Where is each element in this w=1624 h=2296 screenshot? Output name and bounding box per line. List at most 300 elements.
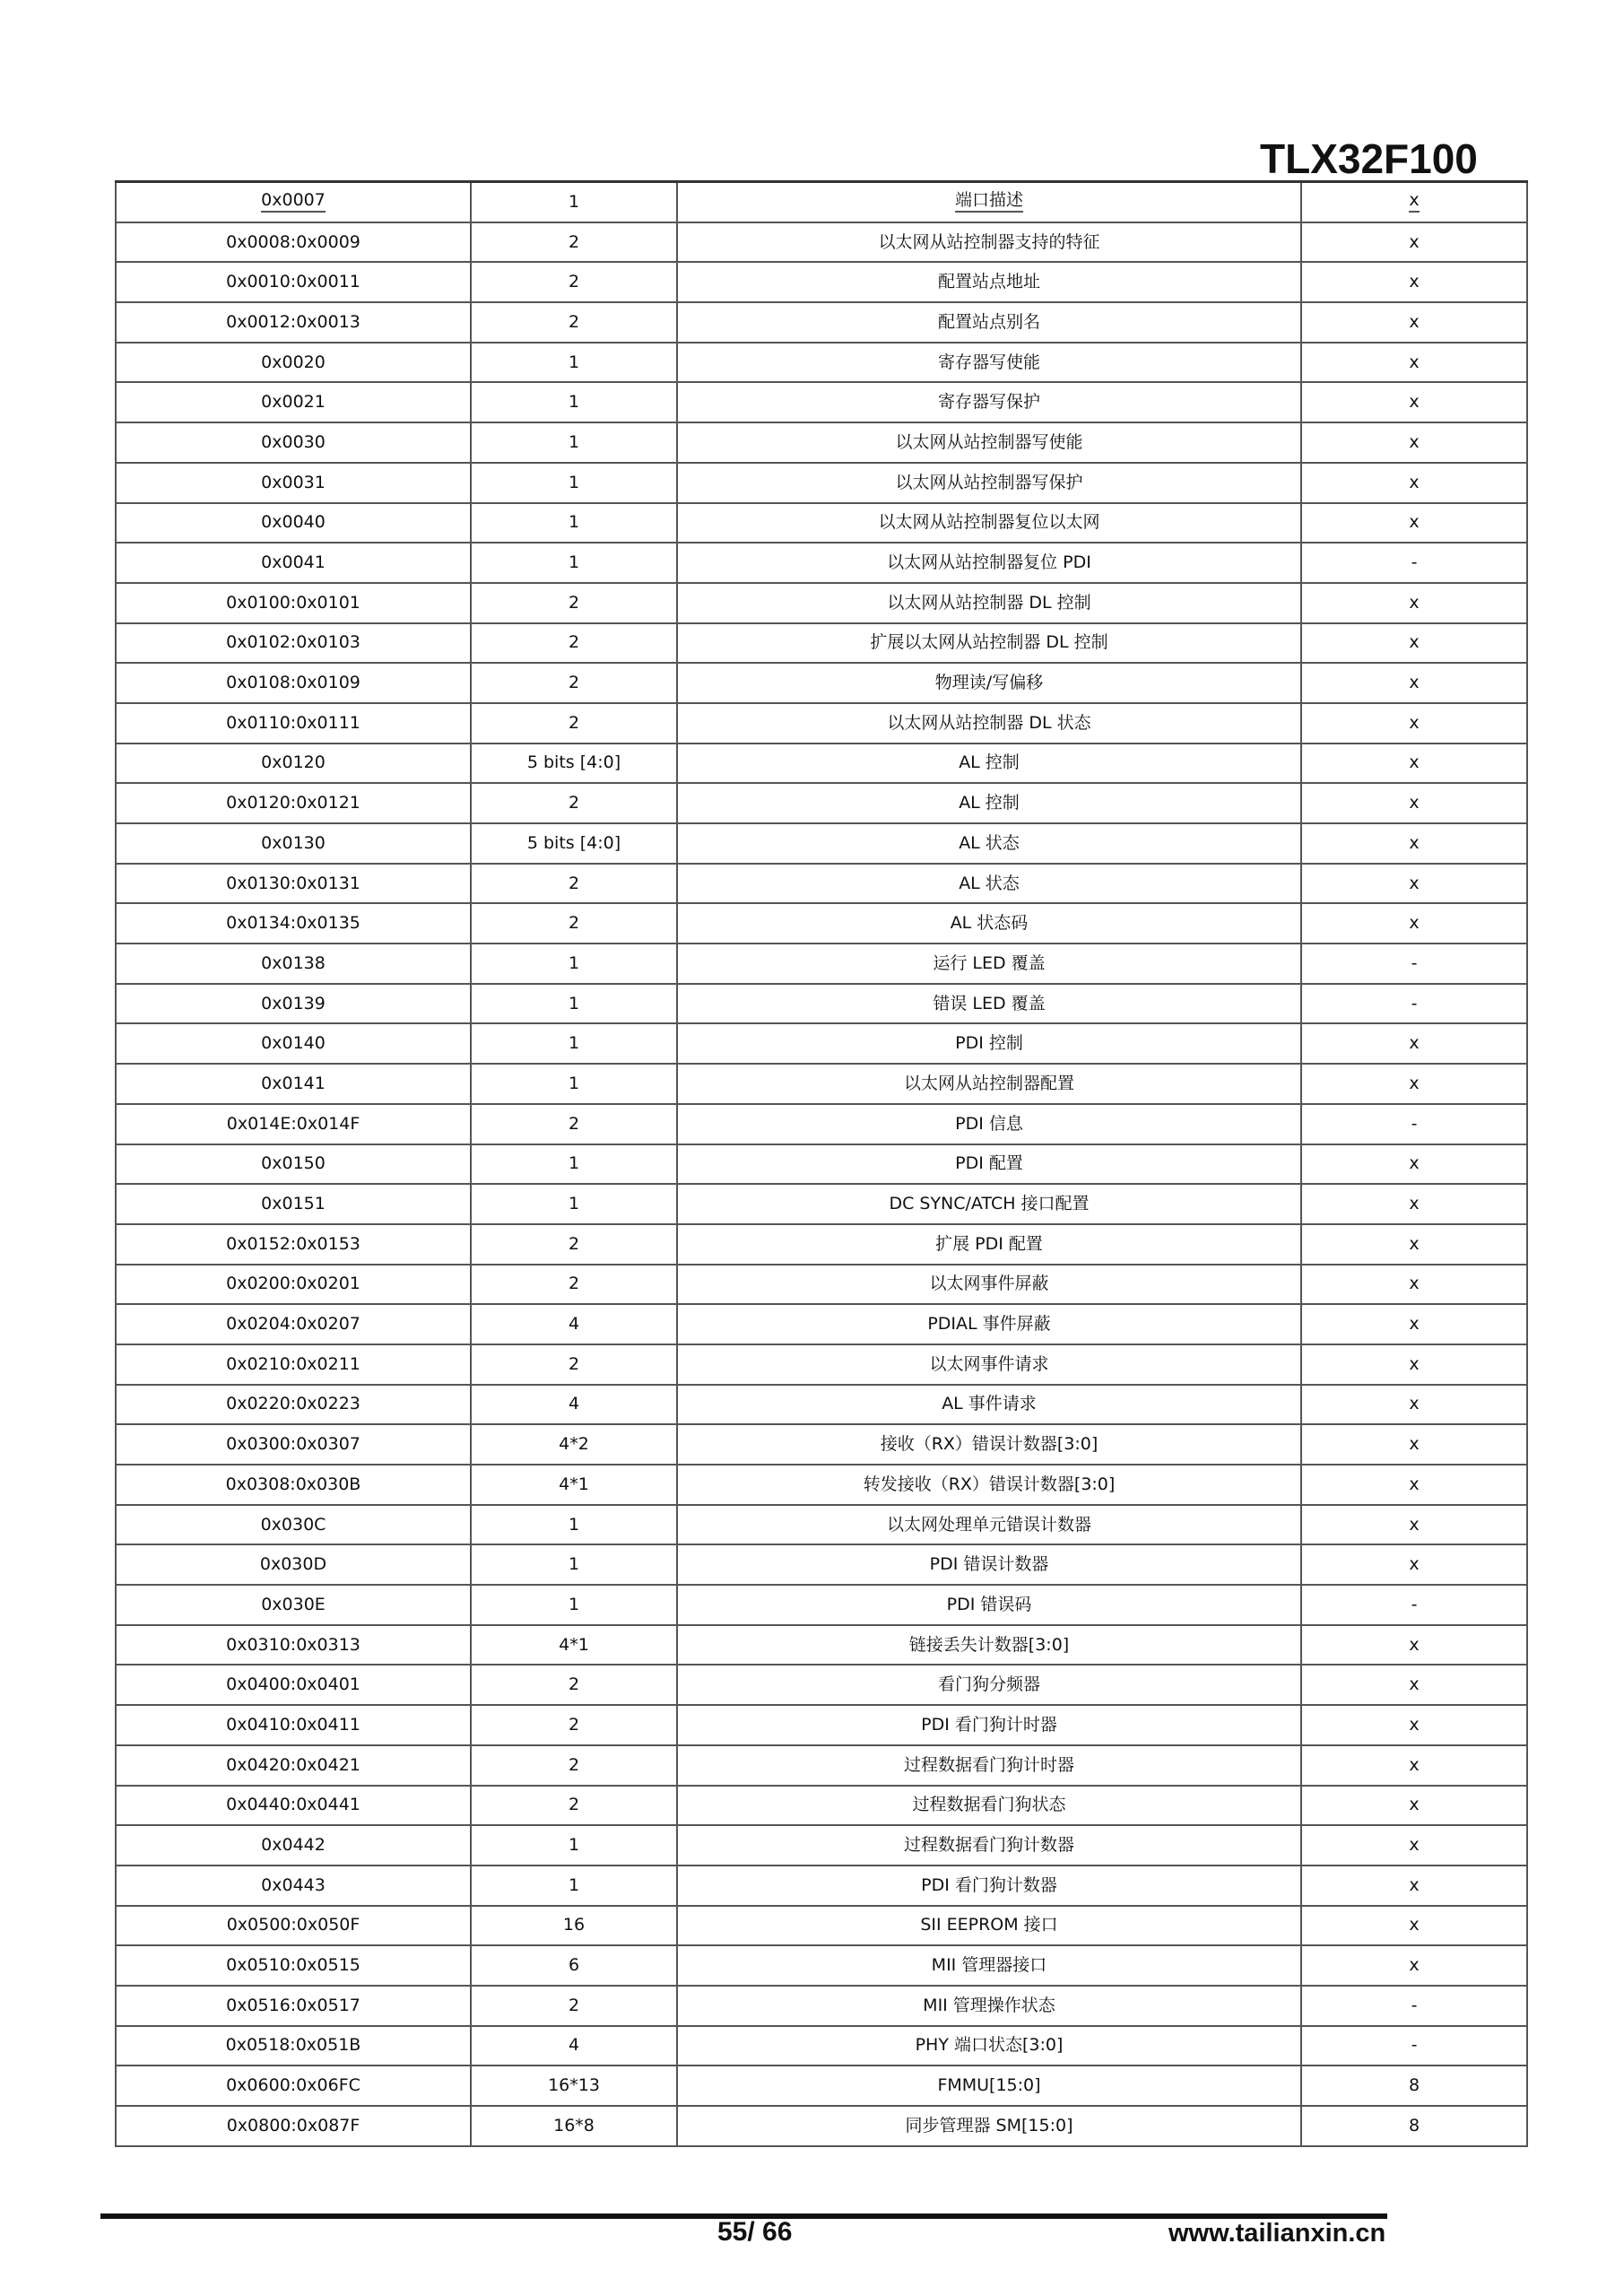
register-description-cell (677, 1945, 1301, 1986)
register-description: AL 状态码 (950, 913, 1029, 934)
register-description-cell (677, 1064, 1301, 1104)
register-description: 错误 LED 覆盖 (933, 993, 1046, 1013)
register-length: 1 (568, 191, 580, 212)
register-flag-cell (1301, 1625, 1527, 1665)
register-flag-cell (1301, 302, 1527, 343)
register-length-cell (471, 1265, 677, 1305)
register-description: 寄存器写使能 (937, 352, 1040, 372)
register-length: 6 (568, 1955, 580, 1976)
register-length-cell (471, 744, 677, 784)
register-flag-cell (1301, 1585, 1527, 1625)
register-description: AL 状态 (959, 873, 1020, 893)
register-description-cell (677, 783, 1301, 823)
register-address: 0x0007 (261, 192, 326, 213)
register-flag-cell (1301, 1265, 1527, 1305)
register-description-cell (677, 302, 1301, 343)
register-address-cell (116, 1505, 471, 1545)
register-address: 0x0110:0x0111 (226, 712, 360, 733)
register-description: 同步管理器 SM[15:0] (905, 2115, 1073, 2135)
register-address-cell (116, 1064, 471, 1104)
register-address-cell (116, 1945, 471, 1986)
table-row (116, 783, 1527, 823)
register-length: 16*8 (553, 2115, 595, 2135)
table-row (116, 382, 1527, 422)
register-flag-cell (1301, 663, 1527, 703)
table-row (116, 1224, 1527, 1265)
register-length: 2 (568, 1754, 580, 1775)
register-address: 0x0139 (261, 993, 326, 1013)
register-length-cell (471, 1705, 677, 1745)
register-length-cell (471, 1745, 677, 1786)
register-flag: x (1409, 1233, 1420, 1254)
table-row (116, 503, 1527, 544)
register-length-cell (471, 944, 677, 984)
register-address: 0x0200:0x0201 (226, 1274, 360, 1294)
register-description-cell (677, 623, 1301, 664)
register-flag: x (1409, 1835, 1420, 1856)
register-length: 2 (568, 873, 580, 893)
register-description: 接收（RX）错误计数器[3:0] (880, 1434, 1099, 1455)
register-flag: x (1409, 1314, 1420, 1335)
register-length: 1 (568, 1194, 580, 1214)
register-flag-cell (1301, 262, 1527, 302)
register-flag: x (1409, 192, 1419, 213)
register-flag: x (1409, 1874, 1420, 1895)
register-address-cell (116, 1344, 471, 1385)
register-length: 4*1 (559, 1474, 589, 1494)
register-address: 0x0130:0x0131 (226, 873, 360, 893)
register-length: 1 (568, 1594, 580, 1614)
register-length: 2 (568, 632, 580, 653)
register-description: 寄存器写保护 (937, 392, 1040, 413)
register-address: 0x0040 (261, 512, 326, 533)
register-flag-cell (1301, 1544, 1527, 1585)
register-description: 链接丢失计数器[3:0] (908, 1634, 1070, 1655)
register-length-cell (471, 823, 677, 864)
register-flag: x (1409, 431, 1420, 452)
register-description: DC SYNC/ATCH 接口配置 (889, 1194, 1090, 1214)
register-flag-cell (1301, 463, 1527, 503)
register-description-cell (677, 744, 1301, 784)
register-length-cell (471, 1465, 677, 1505)
table-row (116, 463, 1527, 503)
register-address-cell (116, 1786, 471, 1826)
register-description-cell (677, 1144, 1301, 1185)
table-row (116, 1344, 1527, 1385)
table-row (116, 2106, 1527, 2146)
register-description: PDI 配置 (955, 1153, 1023, 1174)
register-description: 扩展 PDI 配置 (935, 1233, 1043, 1254)
register-flag: x (1409, 1674, 1420, 1695)
register-flag-cell (1301, 1344, 1527, 1385)
register-length-cell (471, 1945, 677, 1986)
table-row (116, 1705, 1527, 1745)
register-length-cell (471, 463, 677, 503)
register-address: 0x030D (259, 1554, 327, 1575)
register-address-cell (116, 1184, 471, 1224)
table-row (116, 1064, 1527, 1104)
register-description: 以太网事件屏蔽 (929, 1274, 1049, 1294)
table-row (116, 703, 1527, 744)
register-description: 物理读/写偏移 (934, 673, 1044, 693)
register-length-cell (471, 1344, 677, 1385)
register-address: 0x030C (260, 1514, 326, 1535)
register-address-cell (116, 583, 471, 623)
register-address-cell (116, 182, 471, 222)
register-address: 0x0420:0x0421 (226, 1754, 360, 1775)
register-length-cell (471, 2106, 677, 2146)
register-description: PHY 端口状态[3:0] (915, 2035, 1064, 2056)
register-flag: x (1409, 1194, 1420, 1214)
register-address: 0x0012:0x0013 (226, 311, 360, 332)
register-flag: x (1409, 752, 1420, 773)
register-description-cell (677, 503, 1301, 544)
table-row (116, 1906, 1527, 1946)
register-description: PDI 错误计数器 (929, 1554, 1049, 1575)
register-length: 2 (568, 592, 580, 613)
register-address: 0x0141 (261, 1073, 326, 1093)
register-length-cell (471, 1906, 677, 1946)
register-description-cell (677, 2066, 1301, 2106)
table-row (116, 1745, 1527, 1786)
register-flag-cell (1301, 1505, 1527, 1545)
register-length-cell (471, 1625, 677, 1665)
register-address-cell (116, 1265, 471, 1305)
register-description-cell (677, 2026, 1301, 2066)
table-row (116, 744, 1527, 784)
register-description-cell (677, 222, 1301, 263)
register-address: 0x0800:0x087F (226, 2115, 360, 2135)
register-length-cell (471, 1544, 677, 1585)
register-flag-cell (1301, 944, 1527, 984)
register-flag-cell (1301, 422, 1527, 463)
register-description-cell (677, 583, 1301, 623)
table-row (116, 1023, 1527, 1064)
register-description: 以太网从站控制器支持的特征 (878, 231, 1100, 252)
register-address-cell (116, 222, 471, 263)
register-address-cell (116, 1385, 471, 1425)
register-length: 2 (568, 793, 580, 813)
footer-website: www.tailianxin.cn (1168, 2219, 1386, 2248)
register-address: 0x0020 (261, 352, 326, 372)
table-row (116, 984, 1527, 1024)
table-row (116, 583, 1527, 623)
register-description-cell (677, 543, 1301, 583)
register-address: 0x0300:0x0307 (226, 1434, 360, 1455)
register-table (115, 180, 1528, 2147)
register-flag-cell (1301, 703, 1527, 744)
register-length: 2 (568, 712, 580, 733)
register-address-cell (116, 503, 471, 544)
register-address-cell (116, 663, 471, 703)
table-row (116, 1304, 1527, 1344)
register-length-cell (471, 1224, 677, 1265)
register-flag-cell (1301, 222, 1527, 263)
register-description: SII EEPROM 接口 (920, 1915, 1058, 1935)
register-flag-cell (1301, 543, 1527, 583)
register-description: AL 状态 (959, 832, 1020, 853)
register-description: PDIAL 事件屏蔽 (927, 1314, 1051, 1335)
register-length-cell (471, 1023, 677, 1064)
register-address: 0x0150 (261, 1153, 326, 1174)
register-length: 1 (568, 1153, 580, 1174)
register-description-cell (677, 1745, 1301, 1786)
register-flag: x (1409, 311, 1420, 332)
table-row (116, 1665, 1527, 1705)
register-length-cell (471, 1424, 677, 1465)
register-address: 0x0500:0x050F (226, 1915, 360, 1935)
register-flag-cell (1301, 2026, 1527, 2066)
table-row (116, 422, 1527, 463)
register-length-cell (471, 382, 677, 422)
register-flag: x (1409, 1153, 1420, 1174)
register-flag: x (1409, 1915, 1420, 1935)
register-length: 1 (568, 952, 580, 973)
register-length: 4 (568, 1394, 580, 1414)
register-description: MII 管理器接口 (931, 1955, 1047, 1976)
register-address-cell (116, 903, 471, 944)
register-description-cell (677, 1385, 1301, 1425)
register-description: PDI 控制 (955, 1033, 1023, 1054)
register-length: 16*13 (548, 2075, 600, 2096)
register-description-cell (677, 1986, 1301, 2026)
table-row (116, 623, 1527, 664)
register-flag: x (1409, 1634, 1420, 1655)
register-length-cell (471, 703, 677, 744)
register-length-cell (471, 543, 677, 583)
register-flag-cell (1301, 1064, 1527, 1104)
register-length-cell (471, 663, 677, 703)
register-address: 0x0140 (261, 1033, 326, 1054)
table-row (116, 1585, 1527, 1625)
register-flag-cell (1301, 1705, 1527, 1745)
register-description-cell (677, 1786, 1301, 1826)
register-address: 0x0120:0x0121 (226, 793, 360, 813)
register-address-cell (116, 382, 471, 422)
register-description: 运行 LED 覆盖 (933, 952, 1046, 973)
register-description: 配置站点别名 (937, 311, 1040, 332)
register-length: 2 (568, 913, 580, 934)
register-description: AL 事件请求 (942, 1394, 1037, 1414)
register-description-cell (677, 262, 1301, 302)
register-description: 过程数据看门狗计时器 (903, 1754, 1074, 1775)
register-flag-cell (1301, 623, 1527, 664)
register-table-body (116, 182, 1527, 2146)
register-flag-cell (1301, 2066, 1527, 2106)
register-flag-cell (1301, 783, 1527, 823)
register-flag: x (1409, 592, 1420, 613)
register-length-cell (471, 1585, 677, 1625)
register-length: 2 (568, 311, 580, 332)
register-address: 0x0220:0x0223 (226, 1394, 360, 1414)
register-length: 2 (568, 1995, 580, 2015)
register-length-cell (471, 1064, 677, 1104)
register-address-cell (116, 262, 471, 302)
register-description: 以太网从站控制器配置 (903, 1073, 1074, 1093)
register-flag: x (1409, 352, 1420, 372)
table-row (116, 2026, 1527, 2066)
register-flag: x (1409, 1795, 1420, 1815)
register-address: 0x0518:0x051B (225, 2035, 361, 2056)
register-length: 1 (568, 352, 580, 372)
register-length-cell (471, 1385, 677, 1425)
table-row (116, 1866, 1527, 1906)
table-row (116, 1945, 1527, 1986)
register-flag: x (1409, 1554, 1420, 1575)
register-description: 以太网从站控制器 DL 状态 (887, 712, 1091, 733)
register-flag: x (1409, 1394, 1420, 1414)
register-address-cell (116, 1665, 471, 1705)
register-description-cell (677, 1184, 1301, 1224)
register-address-cell (116, 302, 471, 343)
register-flag: x (1409, 1955, 1420, 1976)
register-description: 转发接收（RX）错误计数器[3:0] (863, 1474, 1116, 1494)
register-address-cell (116, 2066, 471, 2106)
register-address: 0x0210:0x0211 (226, 1353, 360, 1374)
register-length-cell (471, 783, 677, 823)
register-flag: - (1411, 2035, 1418, 2056)
table-row (116, 1505, 1527, 1545)
register-address-cell (116, 1104, 471, 1144)
register-flag-cell (1301, 1825, 1527, 1866)
document-title: TLX32F100 (1260, 135, 1478, 182)
table-row (116, 2066, 1527, 2106)
register-description: 以太网从站控制器复位以太网 (878, 512, 1100, 533)
register-flag-cell (1301, 382, 1527, 422)
register-address: 0x0102:0x0103 (226, 632, 360, 653)
register-length-cell (471, 2026, 677, 2066)
register-flag-cell (1301, 1424, 1527, 1465)
table-row (116, 182, 1527, 222)
register-address: 0x0308:0x030B (225, 1474, 361, 1494)
register-address: 0x0031 (261, 472, 326, 492)
register-address-cell (116, 1585, 471, 1625)
register-address-cell (116, 984, 471, 1024)
register-length-cell (471, 1304, 677, 1344)
register-address: 0x0442 (261, 1835, 326, 1856)
register-description: 看门狗分频器 (937, 1674, 1040, 1695)
register-flag: x (1409, 512, 1420, 533)
register-length-cell (471, 182, 677, 222)
register-flag: x (1409, 272, 1420, 292)
register-flag: x (1409, 1474, 1420, 1494)
register-flag: x (1409, 712, 1420, 733)
register-length-cell (471, 864, 677, 904)
register-length-cell (471, 1986, 677, 2026)
table-row (116, 903, 1527, 944)
register-address: 0x0130 (261, 832, 326, 853)
register-length: 5 bits [4:0] (526, 752, 621, 773)
register-address: 0x0120 (261, 752, 326, 773)
register-length-cell (471, 1825, 677, 1866)
register-length-cell (471, 984, 677, 1024)
register-flag-cell (1301, 864, 1527, 904)
register-address-cell (116, 422, 471, 463)
register-address-cell (116, 623, 471, 664)
register-address: 0x0152:0x0153 (226, 1233, 360, 1254)
register-address: 0x0516:0x0517 (226, 1995, 360, 2015)
register-flag: x (1409, 632, 1420, 653)
register-flag: x (1409, 1353, 1420, 1374)
register-flag-cell (1301, 583, 1527, 623)
register-flag-cell (1301, 823, 1527, 864)
table-row (116, 1825, 1527, 1866)
register-description: AL 控制 (959, 793, 1020, 813)
register-description-cell (677, 1544, 1301, 1585)
register-length-cell (471, 262, 677, 302)
register-address: 0x0100:0x0101 (226, 592, 360, 613)
register-description-cell (677, 1705, 1301, 1745)
register-flag-cell (1301, 343, 1527, 383)
register-description-cell (677, 1224, 1301, 1265)
register-flag-cell (1301, 984, 1527, 1024)
register-flag: - (1411, 993, 1418, 1013)
register-length-cell (471, 1104, 677, 1144)
register-flag: 8 (1408, 2115, 1420, 2135)
table-row (116, 1104, 1527, 1144)
register-address: 0x0204:0x0207 (226, 1314, 360, 1335)
register-flag-cell (1301, 1184, 1527, 1224)
register-description-cell (677, 1825, 1301, 1866)
table-row (116, 1265, 1527, 1305)
table-row (116, 1625, 1527, 1665)
register-address: 0x0010:0x0011 (226, 272, 360, 292)
register-address: 0x0310:0x0313 (226, 1634, 360, 1655)
register-flag: x (1409, 1514, 1420, 1535)
register-description: 过程数据看门狗计数器 (903, 1835, 1074, 1856)
register-flag-cell (1301, 2106, 1527, 2146)
register-address-cell (116, 703, 471, 744)
table-row (116, 262, 1527, 302)
register-length: 1 (568, 512, 580, 533)
register-length-cell (471, 583, 677, 623)
register-flag-cell (1301, 1786, 1527, 1826)
register-length: 4*1 (559, 1634, 589, 1655)
register-flag: x (1409, 1274, 1420, 1294)
register-flag-cell (1301, 1144, 1527, 1185)
register-flag-cell (1301, 1304, 1527, 1344)
register-flag: - (1411, 1995, 1418, 2015)
register-length: 5 bits [4:0] (526, 832, 621, 853)
register-description-cell (677, 463, 1301, 503)
register-flag: - (1411, 1594, 1418, 1614)
register-flag-cell (1301, 1866, 1527, 1906)
register-length: 1 (568, 993, 580, 1013)
register-description-cell (677, 823, 1301, 864)
register-flag: x (1409, 1073, 1420, 1093)
register-length: 1 (568, 472, 580, 492)
register-address: 0x0008:0x0009 (226, 231, 360, 252)
register-flag: x (1409, 832, 1420, 853)
table-row (116, 1184, 1527, 1224)
register-address: 0x014E:0x014F (226, 1113, 360, 1134)
register-length: 2 (568, 1274, 580, 1294)
register-length-cell (471, 1505, 677, 1545)
register-address-cell (116, 1625, 471, 1665)
register-flag-cell (1301, 1665, 1527, 1705)
register-address: 0x030E (261, 1594, 326, 1614)
register-address-cell (116, 1023, 471, 1064)
register-length: 1 (568, 1514, 580, 1535)
register-description: PDI 看门狗计时器 (921, 1714, 1057, 1735)
register-description-cell (677, 1465, 1301, 1505)
register-flag: x (1409, 1434, 1420, 1455)
register-description: 以太网从站控制器写使能 (895, 431, 1083, 452)
register-address: 0x0510:0x0515 (226, 1955, 360, 1976)
register-length-cell (471, 903, 677, 944)
register-description: 以太网从站控制器 DL 控制 (887, 592, 1091, 613)
table-row (116, 864, 1527, 904)
